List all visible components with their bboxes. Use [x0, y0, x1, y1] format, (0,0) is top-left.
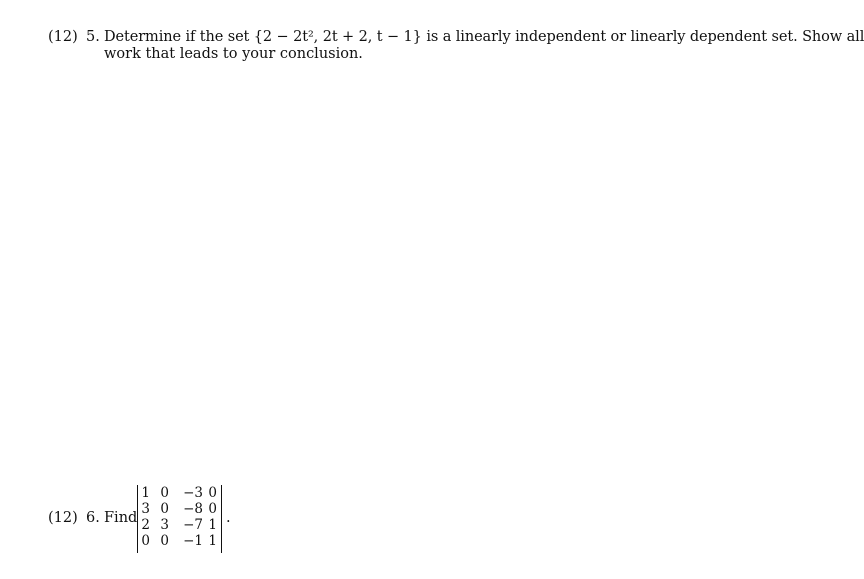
- problem-5-set-expression: {2 − 2t², 2t + 2, t − 1}: [253, 29, 422, 45]
- matrix-cell: 0: [208, 501, 217, 517]
- problem-6-points: (12): [48, 510, 78, 526]
- matrix-cell: 1: [208, 517, 217, 533]
- matrix-cell: −8: [183, 501, 203, 517]
- matrix-cell: 2: [141, 517, 150, 533]
- determinant: [137, 485, 225, 553]
- matrix-cell: 0: [208, 485, 217, 501]
- problem-5-points: (12): [48, 29, 78, 45]
- problem-5-statement-line-1: [104, 29, 864, 45]
- problem-5-number: 5.: [86, 29, 100, 45]
- matrix-cell: 1: [208, 533, 217, 549]
- matrix-cell: 3: [141, 501, 150, 517]
- matrix-cell: −7: [183, 517, 203, 533]
- matrix-cell: 3: [160, 517, 169, 533]
- determinant-left-bar: [137, 485, 138, 553]
- problem-5-text-after: is a linearly independent or linearly dependent set. Show all: [421, 29, 864, 45]
- matrix-cell: 0: [141, 533, 150, 549]
- matrix-cell: 0: [160, 501, 169, 517]
- problem-6-number: 6.: [86, 510, 100, 526]
- matrix-cell: 0: [160, 533, 169, 549]
- matrix-cell: −1: [183, 533, 203, 549]
- matrix-cell: −3: [183, 485, 203, 501]
- problem-6-period: .: [226, 510, 231, 526]
- matrix-cell: 1: [141, 485, 150, 501]
- determinant-right-bar: [221, 485, 222, 553]
- problem-5-statement-line-2: work that leads to your conclusion.: [104, 46, 363, 62]
- matrix-cell: 0: [160, 485, 169, 501]
- problem-6-text: Find: [104, 510, 138, 526]
- problem-5-text-before: Determine if the set: [104, 29, 254, 45]
